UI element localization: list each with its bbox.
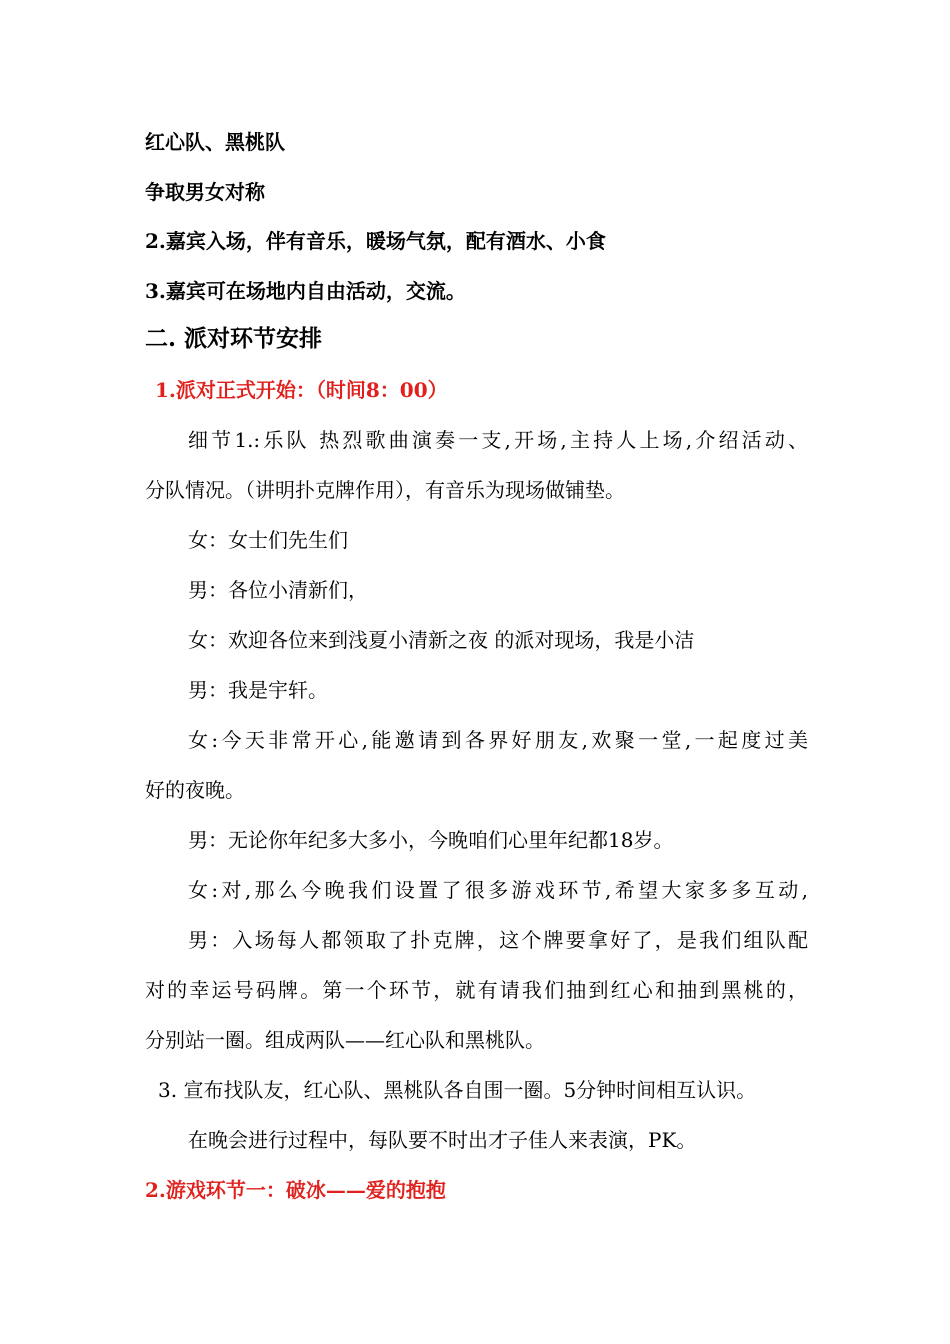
paragraph-line: 分队情况。（讲明扑克牌作用），有音乐为现场做铺垫。 <box>145 478 625 502</box>
dialogue-line: 好的夜晚。 <box>145 778 245 802</box>
dialogue-line: 男：入场每人都领取了扑克牌，这个牌要拿好了，是我们组队配 <box>188 928 808 952</box>
dialogue-line: 女：欢迎各位来到浅夏小清新之夜 的派对现场，我是小洁 <box>188 628 695 652</box>
subsection-heading: 2.游戏环节一：破冰——爱的抱抱 <box>145 1178 446 1202</box>
text-line: 争取男女对称 <box>145 180 265 204</box>
dialogue-line: 女:对,那么今晚我们设置了很多游戏环节,希望大家多多互动, <box>188 878 808 902</box>
paragraph-line: 细节1.:乐队 热烈歌曲演奏一支,开场,主持人上场,介绍活动、 <box>188 428 808 452</box>
dialogue-line: 分别站一圈。组成两队——红心队和黑桃队。 <box>145 1028 545 1052</box>
paragraph-line: 在晚会进行过程中，每队要不时出才子佳人来表演，PK。 <box>188 1128 697 1152</box>
dialogue-line: 女：女士们先生们 <box>188 528 348 552</box>
dialogue-line: 女:今天非常开心,能邀请到各界好朋友,欢聚一堂,一起度过美 <box>188 728 808 752</box>
text-line: 3.嘉宾可在场地内自由活动，交流。 <box>145 279 466 303</box>
list-item: 3. 宣布找队友，红心队、黑桃队各自围一圈。5分钟时间相互认识。 <box>158 1078 757 1102</box>
dialogue-line: 男：各位小清新们， <box>188 578 368 602</box>
dialogue-line: 男：我是宇轩。 <box>188 678 328 702</box>
subsection-heading: 1.派对正式开始：（时间8：00） <box>155 378 448 402</box>
section-heading: 二. 派对环节安排 <box>145 325 323 352</box>
dialogue-line: 男：无论你年纪多大多小，今晚咱们心里年纪都18岁。 <box>188 828 674 852</box>
text-line: 2.嘉宾入场，伴有音乐，暖场气氛，配有酒水、小食 <box>145 229 606 253</box>
text-line: 红心队、黑桃队 <box>145 130 285 154</box>
dialogue-line: 对的幸运号码牌。第一个环节，就有请我们抽到红心和抽到黑桃的， <box>145 978 808 1002</box>
